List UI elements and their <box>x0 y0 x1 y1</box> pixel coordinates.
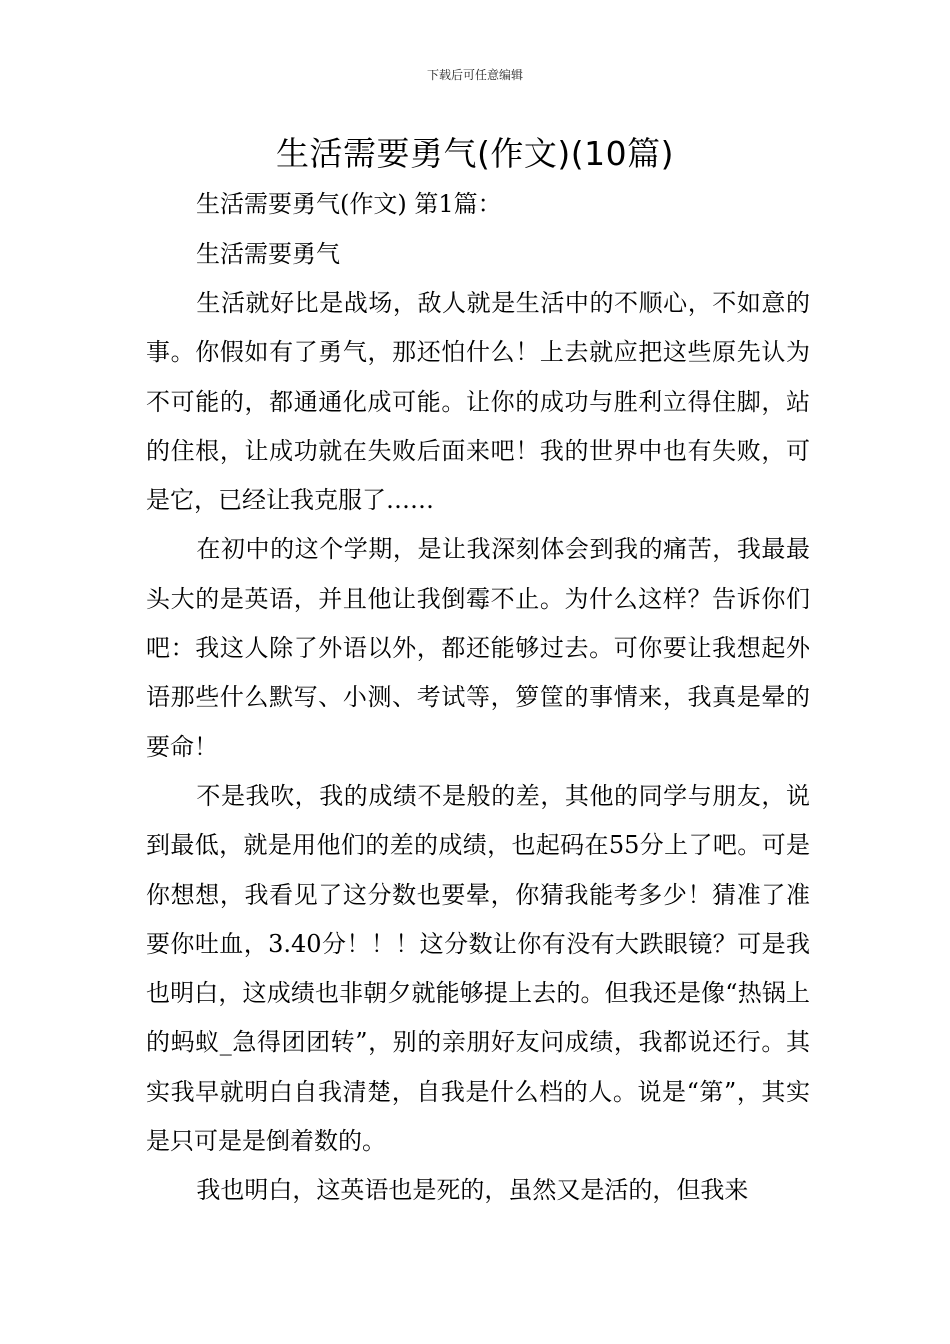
part-heading: 生活需要勇气(作文) 第1篇： <box>196 190 502 218</box>
paragraph: 不是我吹，我的成绩不是般的差，其他的同学与朋友，说到最低，就是用他们的差的成绩，也起码在55分上了吧。可是你想想，我看见了这分数也要晕，你猜我能考多少！猜准了准要你吐血，3.40分！！！这分数让你有没有大跌眼镜？可是我也明白，这成绩也非朝夕就能够提上去的。但我还是像“热锅上的蚂蚁_急得团团转”，别的亲朋好友问成绩，我都说还行。其实我早就明白自我清楚，自我是什么档的人。说是“第”，其实是只可是是倒着数的。 <box>146 781 810 1156</box>
header-note: 下载后可任意编辑 <box>426 68 523 82</box>
document-title: 生活需要勇气(作文)(10篇) <box>276 134 674 173</box>
paragraph: 我也明白，这英语也是死的，虽然又是活的，但我来 <box>196 1176 749 1205</box>
essay-body <box>146 279 810 1216</box>
paragraph: 生活就好比是战场，敌人就是生活中的不顺心，不如意的事。你假如有了勇气，那还怕什么！上去就应把这些原先认为不可能的，都通通化成可能。让你的成功与胜利立得住脚，站的住根，让成功就在失败后面来吧！我的世界中也有失败，可是它，已经让我克服了…… <box>146 289 810 515</box>
essay-title: 生活需要勇气 <box>196 240 340 268</box>
paragraph: 在初中的这个学期，是让我深刻体会到我的痛苦，我最最头大的是英语，并且他让我倒霉不止。为什么这样？告诉你们吧：我这人除了外语以外，都还能够过去。可你要让我想起外语那些什么默写、小测、考试等，箩筐的事情来，我真是晕的要命！ <box>146 535 810 761</box>
